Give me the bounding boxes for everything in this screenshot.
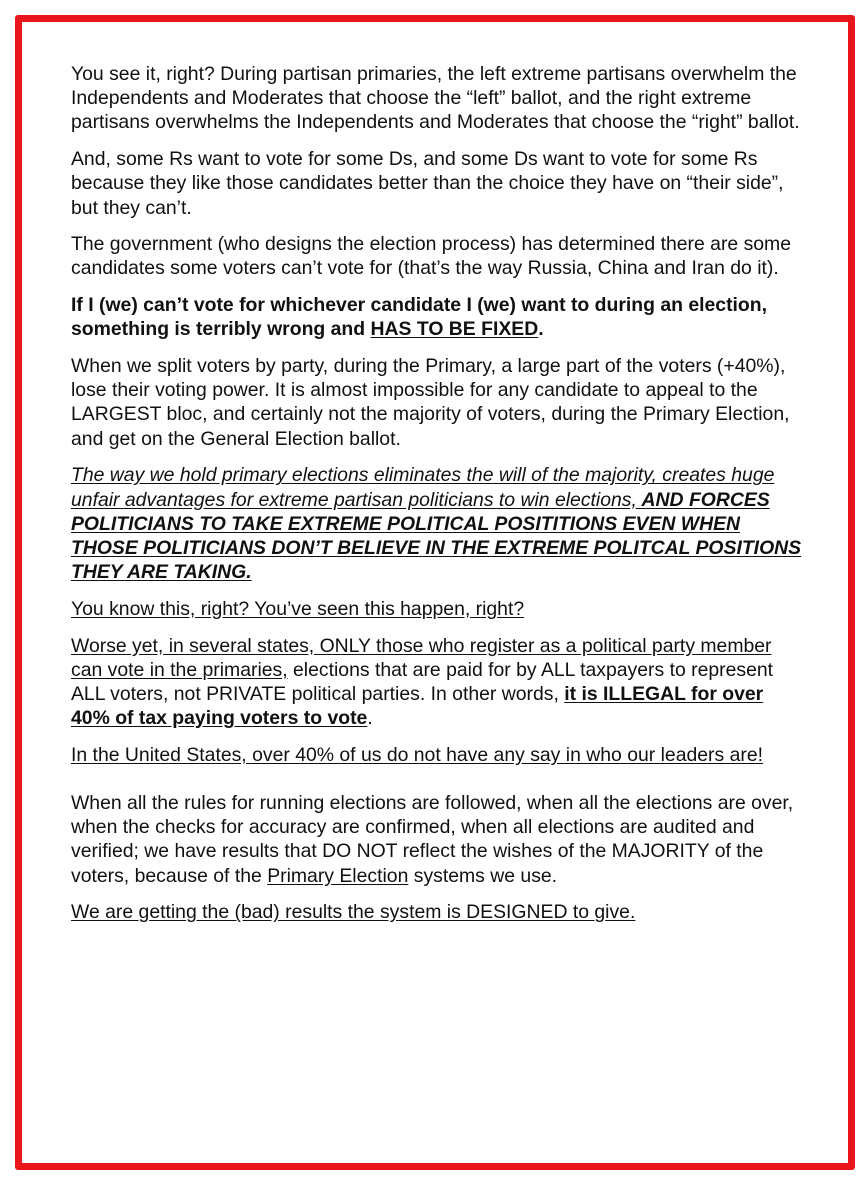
paragraph-4-bold-text: If I (we) can’t vote for whichever candidate I (we) want to during an election, something is terribly wrong and [71,294,768,341]
paragraph-10-end: systems we use. [408,864,558,887]
document-body [71,62,806,925]
paragraph-8-end: . [367,707,373,730]
paragraph-11: We are getting the (bad) results the system is DESIGNED to give. [71,901,636,924]
illegal-to-vote-text: it is ILLEGAL for over 40% of tax paying voters to vote [71,682,764,730]
paragraph-8 [71,634,806,731]
paragraph-8-underlined-text: Worse yet, in several states, ONLY those who register as a political party member can vote in the primaries, [71,634,772,681]
paragraph-3: The government (who designs the election process) has determined there are some candidates some voters can’t vote for (that’s the way Russia, China and Iran do it). [71,233,791,280]
paragraph-10-start: When all the rules for running elections are followed, when all the elections are over, when the checks for accuracy are confirmed, when all elections are audited and verified; we have results that DO NOT reflect the wishes of the MAJORITY of the voters, because of the [71,792,794,887]
paragraph-6 [71,463,806,584]
paragraph-6-italic-text: The way we hold primary elections eliminates the will of the majority, creates huge unfair advantages for extreme partisan politicians to win elections, [71,464,775,511]
paragraph-4 [71,293,806,341]
has-to-be-fixed-text: HAS TO BE FIXED [370,318,539,341]
paragraph-6-bold-italic-text: AND FORCES POLITICIANS TO TAKE EXTREME POLITICAL POSITITIONS EVEN WHEN THOSE POLITICIANS DON’T BELIEVE IN THE EXTREME POLITCAL POSITIONS THEY ARE TAKING. [71,488,802,584]
paragraph-9: In the United States, over 40% of us do not have any say in who our leaders are! [71,743,764,766]
paragraph-7: You know this, right? You’ve seen this happen, right? [71,597,525,620]
paragraph-8-plain-text: elections that are paid for by ALL taxpayers to represent ALL voters, not PRIVATE political parties. In other words, [71,658,774,705]
primary-election-text: Primary Election [267,864,409,887]
paragraph-5: When we split voters by party, during the Primary, a large part of the voters (+40%), lose their voting power. It is almost impossible for any candidate to appeal to the LARGEST bloc, and certainly not the majority of voters, during the Primary Election, and get on the General Election ballot. [71,355,790,450]
paragraph-1: You see it, right? During partisan primaries, the left extreme partisans overwhelm the Independents and Moderates that choose the “left” ballot, and the right extreme partisans overwhelms the Independents and Moderates that choose the “right” ballot. [71,63,800,134]
paragraph-10 [71,791,806,888]
paragraph-2: And, some Rs want to vote for some Ds, and some Ds want to vote for some Rs because they like those candidates better than the choice they have on “their side”, but they can’t. [71,148,784,219]
paragraph-4-end: . [538,318,544,341]
